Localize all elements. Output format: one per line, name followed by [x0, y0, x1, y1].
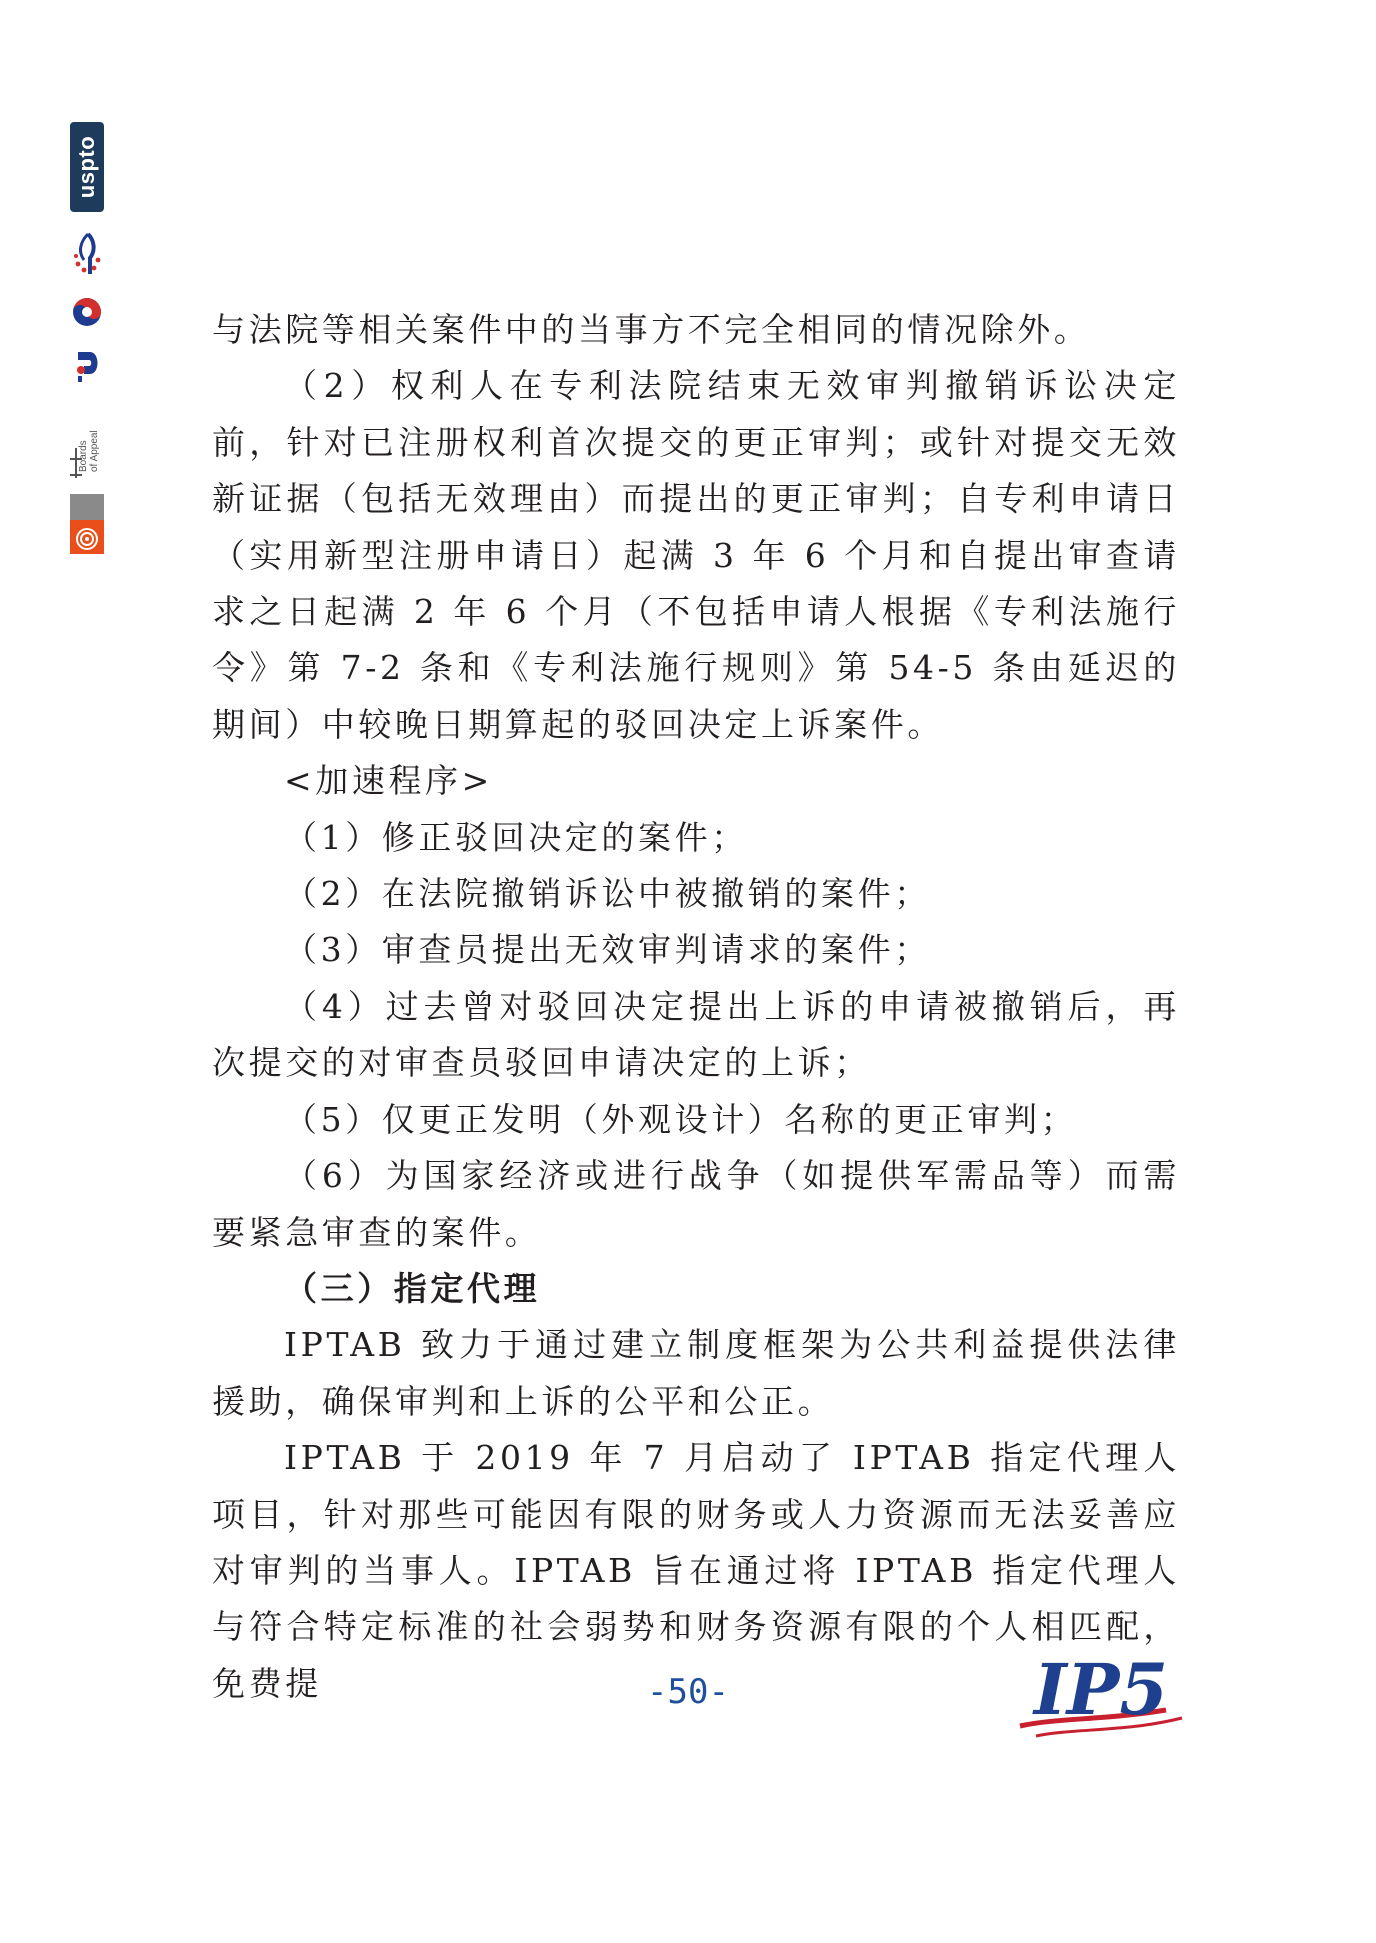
uspto-logo: [70, 122, 104, 212]
uspto-logo-text: uspto: [74, 135, 100, 199]
kipo-logo: [70, 292, 104, 332]
section-heading: （三）指定代理: [284, 1268, 541, 1308]
section-subheading: <加速程序>: [284, 761, 493, 801]
boa-label-line2: of Appeal: [89, 430, 100, 472]
boards-of-appeal-text: [78, 430, 100, 472]
jpo-logo: [70, 346, 104, 386]
list-item: （2）在法院撤销诉讼中被撤销的案件；: [284, 874, 931, 914]
document-body: [212, 302, 1180, 1712]
body-paragraph: IPTAB 致力于通过建立制度框架为公共利益提供法律援助，确保审判和上诉的公平和公正。: [212, 1325, 1180, 1421]
ip5-logo-letters: IP5: [1034, 1648, 1169, 1731]
body-paragraph: 与法院等相关案件中的当事方不完全相同的情况除外。: [212, 310, 1091, 349]
list-item: （3）审查员提出无效审判请求的案件；: [284, 930, 931, 970]
euipo-logo: [70, 494, 104, 554]
list-item: （4）过去曾对驳回决定提出上诉的申请被撤销后，再次提交的对审查员驳回申请决定的上诉；: [212, 986, 1180, 1083]
list-item: （1）修正驳回决定的案件；: [284, 817, 748, 857]
boa-label-line1: Boards: [78, 440, 89, 472]
list-item: （6）为国家经济或进行战争（如提供军需品等）而需要紧急审查的案件。: [212, 1156, 1180, 1252]
body-paragraph: （2）权利人在专利法院结束无效审判撤销诉讼决定前，针对已注册权利首次提交的更正审判；或针对提交无效新证据（包括无效理由）而提出的更正审判；自专利申请日（实用新型注册申请日）起满 3 年 6 个月和自提出审查请求之日起满 2 年 6 个月（不包括申请人根据《专利法施行令》第 7-2 条和《专利法施行规则》第 54-5 条由延迟的期间）中较晚日期算起的驳回决定上诉案件。: [212, 366, 1180, 744]
page-number: -50-: [647, 1672, 729, 1712]
body-paragraph: IPTAB 于 2019 年 7 月启动了 IPTAB 指定代理人项目，针对那些可能因有限的财务或人力资源而无法妥善应对审判的当事人。IPTAB 旨在通过将 IPTAB 指定代理人与符合特定标准的社会弱势和财务资源有限的个人相匹配，免费提: [212, 1438, 1180, 1703]
list-item: （5）仅更正发明（外观设计）名称的更正审判；: [284, 1099, 1078, 1139]
ip5-logo: [1016, 1640, 1186, 1750]
cnipa-logo: [68, 230, 106, 278]
epo-boards-of-appeal-logo: [70, 402, 104, 482]
